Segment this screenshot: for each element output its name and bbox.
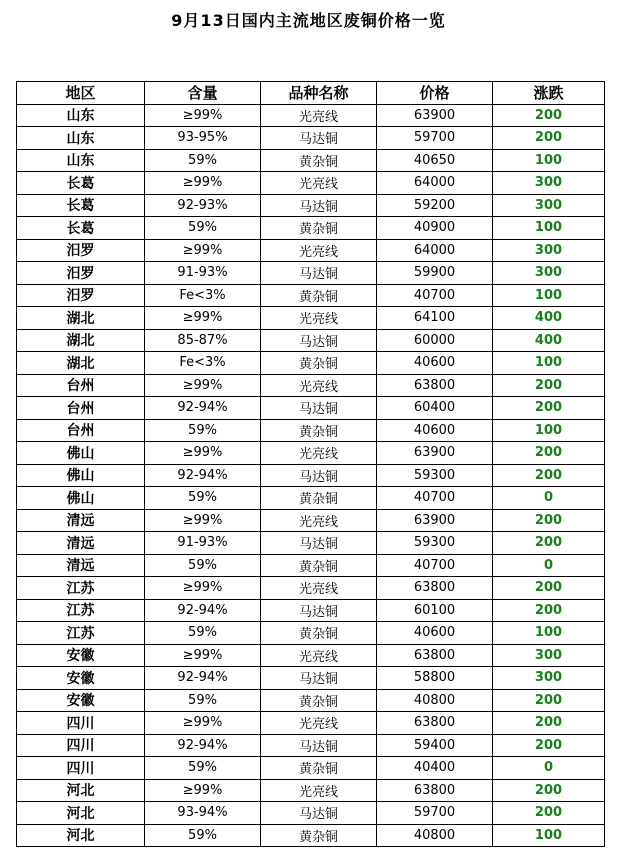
- content-cell: 92-94%: [145, 667, 261, 690]
- region-cell: 清远: [17, 532, 145, 555]
- content-cell: 93-94%: [145, 802, 261, 825]
- price-cell: 59700: [377, 802, 493, 825]
- table-row: [17, 689, 605, 712]
- content-cell: ≥99%: [145, 509, 261, 532]
- table-row: [17, 307, 605, 330]
- change-cell: 100: [493, 824, 605, 847]
- change-cell: 200: [493, 712, 605, 735]
- region-cell: 河北: [17, 779, 145, 802]
- price-cell: 64000: [377, 172, 493, 195]
- variety-cell: 黄杂铜: [261, 757, 377, 780]
- table-row: [17, 442, 605, 465]
- content-cell: 92-94%: [145, 464, 261, 487]
- table-row: [17, 487, 605, 510]
- content-cell: ≥99%: [145, 374, 261, 397]
- change-cell: 0: [493, 554, 605, 577]
- change-cell: 200: [493, 779, 605, 802]
- price-cell: 63800: [377, 374, 493, 397]
- content-cell: 59%: [145, 419, 261, 442]
- change-cell: 100: [493, 419, 605, 442]
- price-cell: 63800: [377, 779, 493, 802]
- variety-cell: 马达铜: [261, 464, 377, 487]
- content-cell: 91-93%: [145, 532, 261, 555]
- region-cell: 佛山: [17, 442, 145, 465]
- variety-cell: 马达铜: [261, 397, 377, 420]
- content-cell: 91-93%: [145, 262, 261, 285]
- change-cell: 300: [493, 667, 605, 690]
- variety-cell: 光亮线: [261, 577, 377, 600]
- variety-cell: 马达铜: [261, 194, 377, 217]
- content-cell: 92-94%: [145, 397, 261, 420]
- table-row: [17, 734, 605, 757]
- change-cell: 0: [493, 757, 605, 780]
- region-cell: 山东: [17, 127, 145, 150]
- content-cell: 59%: [145, 757, 261, 780]
- variety-cell: 黄杂铜: [261, 352, 377, 375]
- price-cell: 40800: [377, 824, 493, 847]
- price-cell: 63900: [377, 104, 493, 127]
- change-cell: 0: [493, 487, 605, 510]
- table-row: [17, 217, 605, 240]
- price-cell: 40650: [377, 149, 493, 172]
- price-cell: 58800: [377, 667, 493, 690]
- table-row: [17, 194, 605, 217]
- region-cell: 湖北: [17, 307, 145, 330]
- variety-cell: 黄杂铜: [261, 622, 377, 645]
- change-cell: 300: [493, 239, 605, 262]
- price-table: [16, 81, 605, 847]
- table-row: [17, 622, 605, 645]
- price-cell: 59200: [377, 194, 493, 217]
- variety-cell: 黄杂铜: [261, 149, 377, 172]
- price-cell: 60400: [377, 397, 493, 420]
- change-cell: 300: [493, 194, 605, 217]
- table-row: [17, 532, 605, 555]
- region-cell: 湖北: [17, 329, 145, 352]
- price-cell: 59300: [377, 532, 493, 555]
- variety-cell: 黄杂铜: [261, 554, 377, 577]
- price-cell: 40900: [377, 217, 493, 240]
- table-row: [17, 104, 605, 127]
- region-cell: 四川: [17, 734, 145, 757]
- price-cell: 59900: [377, 262, 493, 285]
- change-cell: 200: [493, 577, 605, 600]
- price-cell: 40600: [377, 419, 493, 442]
- variety-cell: 马达铜: [261, 802, 377, 825]
- price-cell: 63900: [377, 442, 493, 465]
- variety-cell: 光亮线: [261, 644, 377, 667]
- region-cell: 江苏: [17, 622, 145, 645]
- table-row: [17, 262, 605, 285]
- region-cell: 河北: [17, 824, 145, 847]
- content-cell: Fe<3%: [145, 352, 261, 375]
- table-row: [17, 509, 605, 532]
- variety-cell: 黄杂铜: [261, 284, 377, 307]
- table-row: [17, 239, 605, 262]
- region-cell: 湖北: [17, 352, 145, 375]
- table-row: [17, 374, 605, 397]
- region-cell: 江苏: [17, 599, 145, 622]
- table-row: [17, 824, 605, 847]
- table-row: [17, 712, 605, 735]
- variety-cell: 黄杂铜: [261, 689, 377, 712]
- price-cell: 40600: [377, 622, 493, 645]
- change-cell: 400: [493, 329, 605, 352]
- change-cell: 200: [493, 599, 605, 622]
- content-cell: ≥99%: [145, 779, 261, 802]
- variety-cell: 光亮线: [261, 104, 377, 127]
- change-cell: 200: [493, 104, 605, 127]
- table-row: [17, 397, 605, 420]
- region-cell: 安徽: [17, 689, 145, 712]
- change-cell: 200: [493, 689, 605, 712]
- table-row: [17, 644, 605, 667]
- table-row: [17, 667, 605, 690]
- region-cell: 四川: [17, 712, 145, 735]
- region-cell: 佛山: [17, 464, 145, 487]
- price-cell: 40700: [377, 487, 493, 510]
- change-cell: 200: [493, 464, 605, 487]
- header-variety: 品种名称: [261, 82, 377, 105]
- variety-cell: 光亮线: [261, 442, 377, 465]
- table-row: [17, 352, 605, 375]
- change-cell: 100: [493, 622, 605, 645]
- price-cell: 59400: [377, 734, 493, 757]
- content-cell: 93-95%: [145, 127, 261, 150]
- variety-cell: 马达铜: [261, 667, 377, 690]
- region-cell: 山东: [17, 104, 145, 127]
- region-cell: 台州: [17, 374, 145, 397]
- region-cell: 佛山: [17, 487, 145, 510]
- table-row: [17, 779, 605, 802]
- variety-cell: 光亮线: [261, 307, 377, 330]
- change-cell: 200: [493, 734, 605, 757]
- change-cell: 200: [493, 374, 605, 397]
- header-row: [17, 82, 605, 105]
- table-row: [17, 172, 605, 195]
- region-cell: 长葛: [17, 172, 145, 195]
- change-cell: 100: [493, 217, 605, 240]
- price-cell: 40700: [377, 554, 493, 577]
- change-cell: 100: [493, 149, 605, 172]
- region-cell: 河北: [17, 802, 145, 825]
- price-cell: 60100: [377, 599, 493, 622]
- variety-cell: 马达铜: [261, 329, 377, 352]
- table-row: [17, 329, 605, 352]
- region-cell: 长葛: [17, 217, 145, 240]
- variety-cell: 光亮线: [261, 509, 377, 532]
- region-cell: 台州: [17, 397, 145, 420]
- price-cell: 40400: [377, 757, 493, 780]
- content-cell: 59%: [145, 217, 261, 240]
- variety-cell: 光亮线: [261, 712, 377, 735]
- price-cell: 40600: [377, 352, 493, 375]
- change-cell: 300: [493, 262, 605, 285]
- header-price: 价格: [377, 82, 493, 105]
- price-cell: 40700: [377, 284, 493, 307]
- change-cell: 300: [493, 172, 605, 195]
- content-cell: ≥99%: [145, 172, 261, 195]
- price-cell: 59300: [377, 464, 493, 487]
- price-cell: 63800: [377, 644, 493, 667]
- change-cell: 200: [493, 802, 605, 825]
- change-cell: 200: [493, 442, 605, 465]
- region-cell: 汨罗: [17, 284, 145, 307]
- price-cell: 40800: [377, 689, 493, 712]
- variety-cell: 光亮线: [261, 779, 377, 802]
- region-cell: 汨罗: [17, 262, 145, 285]
- change-cell: 200: [493, 532, 605, 555]
- page-title: 9月13日国内主流地区废铜价格一览: [171, 11, 446, 30]
- change-cell: 300: [493, 644, 605, 667]
- content-cell: ≥99%: [145, 307, 261, 330]
- variety-cell: 光亮线: [261, 172, 377, 195]
- content-cell: 59%: [145, 689, 261, 712]
- region-cell: 江苏: [17, 577, 145, 600]
- table-row: [17, 599, 605, 622]
- price-cell: 64100: [377, 307, 493, 330]
- content-cell: 92-94%: [145, 734, 261, 757]
- variety-cell: 马达铜: [261, 127, 377, 150]
- change-cell: 200: [493, 127, 605, 150]
- variety-cell: 光亮线: [261, 239, 377, 262]
- table-row: [17, 127, 605, 150]
- variety-cell: 马达铜: [261, 599, 377, 622]
- content-cell: ≥99%: [145, 712, 261, 735]
- region-cell: 山东: [17, 149, 145, 172]
- variety-cell: 黄杂铜: [261, 419, 377, 442]
- content-cell: Fe<3%: [145, 284, 261, 307]
- content-cell: ≥99%: [145, 239, 261, 262]
- price-cell: 60000: [377, 329, 493, 352]
- content-cell: 92-93%: [145, 194, 261, 217]
- content-cell: 59%: [145, 554, 261, 577]
- change-cell: 100: [493, 284, 605, 307]
- price-cell: 59700: [377, 127, 493, 150]
- table-row: [17, 757, 605, 780]
- region-cell: 四川: [17, 757, 145, 780]
- table-row: [17, 149, 605, 172]
- variety-cell: 光亮线: [261, 374, 377, 397]
- change-cell: 400: [493, 307, 605, 330]
- content-cell: ≥99%: [145, 577, 261, 600]
- change-cell: 200: [493, 397, 605, 420]
- region-cell: 清远: [17, 554, 145, 577]
- price-cell: 63800: [377, 712, 493, 735]
- price-cell: 63800: [377, 577, 493, 600]
- content-cell: ≥99%: [145, 644, 261, 667]
- region-cell: 安徽: [17, 667, 145, 690]
- change-cell: 100: [493, 352, 605, 375]
- header-content: 含量: [145, 82, 261, 105]
- header-change: 涨跌: [493, 82, 605, 105]
- region-cell: 安徽: [17, 644, 145, 667]
- region-cell: 清远: [17, 509, 145, 532]
- content-cell: 59%: [145, 487, 261, 510]
- region-cell: 长葛: [17, 194, 145, 217]
- table-row: [17, 577, 605, 600]
- content-cell: 85-87%: [145, 329, 261, 352]
- content-cell: 59%: [145, 622, 261, 645]
- variety-cell: 黄杂铜: [261, 217, 377, 240]
- table-row: [17, 802, 605, 825]
- region-cell: 台州: [17, 419, 145, 442]
- variety-cell: 马达铜: [261, 532, 377, 555]
- variety-cell: 马达铜: [261, 262, 377, 285]
- content-cell: ≥99%: [145, 104, 261, 127]
- content-cell: 59%: [145, 824, 261, 847]
- variety-cell: 马达铜: [261, 734, 377, 757]
- table-row: [17, 284, 605, 307]
- variety-cell: 黄杂铜: [261, 824, 377, 847]
- content-cell: 92-94%: [145, 599, 261, 622]
- region-cell: 汨罗: [17, 239, 145, 262]
- content-cell: ≥99%: [145, 442, 261, 465]
- content-cell: 59%: [145, 149, 261, 172]
- change-cell: 200: [493, 509, 605, 532]
- variety-cell: 黄杂铜: [261, 487, 377, 510]
- price-cell: 63900: [377, 509, 493, 532]
- table-row: [17, 554, 605, 577]
- table-row: [17, 419, 605, 442]
- table-row: [17, 464, 605, 487]
- header-region: 地区: [17, 82, 145, 105]
- price-cell: 64000: [377, 239, 493, 262]
